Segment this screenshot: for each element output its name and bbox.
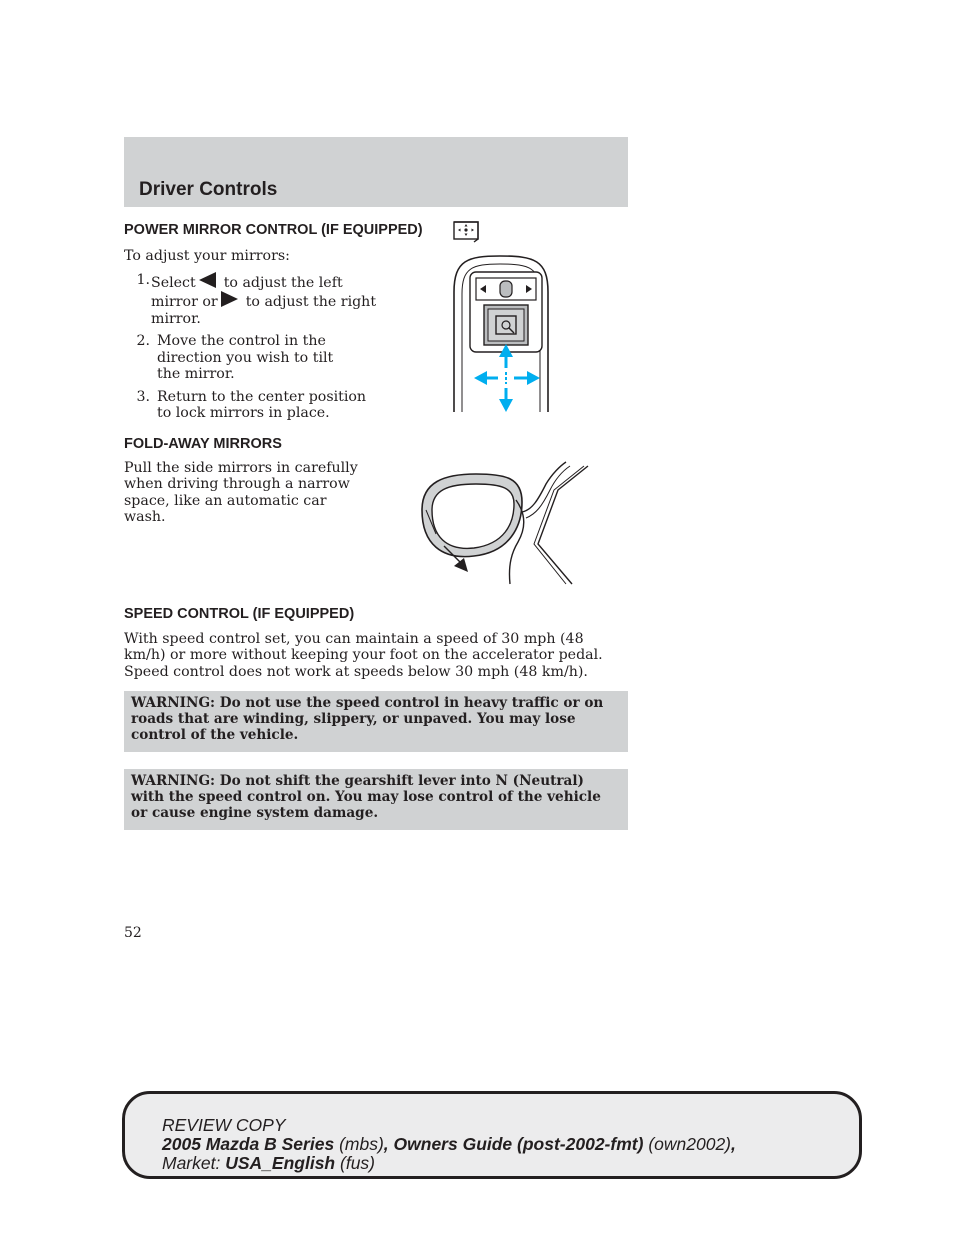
step-text: to adjust the right [245, 294, 377, 311]
step-number: 2. [136, 333, 150, 350]
separator: , [731, 1134, 736, 1154]
step-text: Move the control in the direction you wish to tilt the mirror. [157, 333, 334, 382]
list-item [124, 272, 384, 327]
separator: , [383, 1134, 389, 1154]
page-number: 52 [124, 925, 142, 941]
list-item [124, 333, 384, 382]
power-mirror-intro: To adjust your mirrors: [124, 248, 290, 264]
mirror-joystick-diagram [448, 252, 560, 414]
step-number: 3. [136, 388, 150, 405]
speed-control-text: With speed control set, you can maintain a speed of 30 mph (48 km/h) or more without keeping your foot on the accelerator pedal. Speed control does not work at speeds below 30 mph (48 km/h). [124, 631, 603, 680]
review-copy-label: REVIEW COPY [162, 1115, 286, 1135]
step-text: mirror or [151, 294, 218, 311]
warning-box: WARNING: Do not shift the gearshift lever into N (Neutral) with the speed control on. You may lose control of the vehicle or cause engine system damage. [124, 769, 628, 830]
power-mirror-steps [124, 272, 384, 428]
review-footer-text [162, 1116, 736, 1173]
market-label: Market: [162, 1153, 221, 1173]
folding-mirror-diagram [414, 460, 592, 588]
section-title: Driver Controls [139, 179, 278, 200]
power-mirror-heading: POWER MIRROR CONTROL (IF EQUIPPED) [124, 222, 423, 238]
warning-box: WARNING: Do not use the speed control in heavy traffic or on roads that are winding, slippery, or unpaved. You may lose control of the vehicle. [124, 691, 628, 752]
step-number: 1. [136, 272, 150, 288]
step-text: Return to the center position to lock mirrors in place. [157, 388, 367, 422]
step-text: to adjust the left [223, 275, 343, 291]
model-name: 2005 Mazda B Series [162, 1134, 335, 1154]
right-mirror-select-icon [221, 291, 238, 307]
step-text: mirror. [151, 310, 201, 327]
model-code: (mbs) [339, 1134, 384, 1154]
section-header-band [124, 137, 628, 207]
fold-away-heading: FOLD-AWAY MIRRORS [124, 436, 282, 452]
fold-away-text: Pull the side mirrors in carefully when driving through a narrow space, like an automatic car wash. [124, 460, 358, 525]
power-mirror-heading-row [124, 222, 423, 238]
guide-code: (own2002) [648, 1134, 732, 1154]
guide-name: Owners Guide (post-2002-fmt) [393, 1134, 644, 1154]
list-item [124, 389, 384, 422]
market-code: (fus) [340, 1153, 375, 1173]
speed-control-heading: SPEED CONTROL (IF EQUIPPED) [124, 606, 355, 622]
mirror-control-icon [452, 220, 482, 242]
step-text: Select [151, 275, 196, 291]
market-name: USA_English [225, 1153, 336, 1173]
left-mirror-select-icon [199, 272, 216, 288]
